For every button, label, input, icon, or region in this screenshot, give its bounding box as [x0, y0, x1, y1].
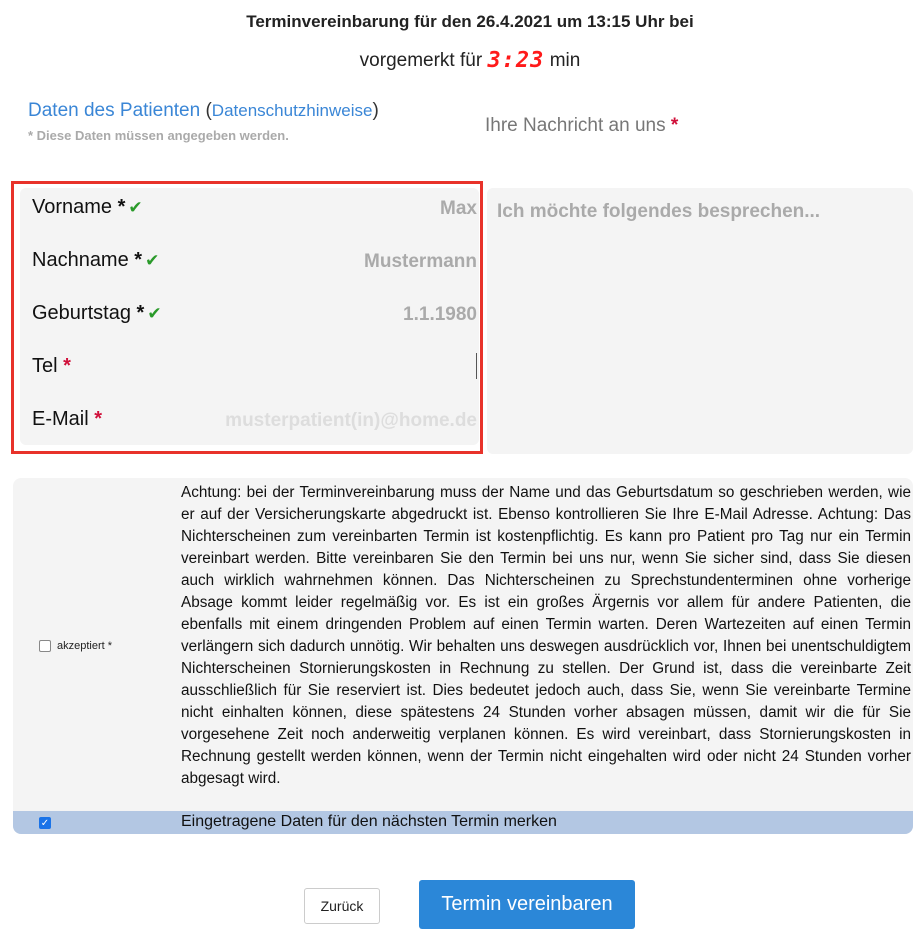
patient-heading-text: Daten des Patienten — [28, 100, 201, 121]
countdown-timer: 3:23 — [487, 48, 545, 73]
accept-terms-checkbox[interactable] — [39, 640, 112, 652]
lastname-label-text: Nachname — [32, 249, 129, 271]
message-textarea[interactable] — [487, 188, 913, 454]
required-marker: * — [117, 196, 126, 218]
lastname-input[interactable]: Mustermann — [364, 251, 477, 272]
birthday-input[interactable]: 1.1.1980 — [403, 304, 477, 325]
terms-section — [13, 478, 913, 834]
birthday-label-text: Geburtstag — [32, 302, 131, 324]
checkbox-icon[interactable] — [39, 640, 51, 652]
check-icon: ✔ — [147, 304, 162, 323]
privacy-link[interactable]: Datenschutzhinweise — [211, 101, 373, 120]
required-marker: * — [134, 249, 143, 271]
reserved-prefix: vorgemerkt für — [359, 50, 483, 71]
check-icon: ✔ — [128, 198, 143, 217]
submit-appointment-button[interactable]: Termin vereinbaren — [419, 880, 635, 929]
reserved-suffix: min — [549, 50, 581, 71]
required-marker: * — [94, 408, 103, 430]
back-button[interactable]: Zurück — [304, 888, 380, 924]
reservation-timer-line — [0, 48, 917, 73]
paren-open: ( — [205, 100, 212, 121]
required-hint: * Diese Daten müssen angegeben werden. — [28, 128, 289, 143]
email-label-text: E-Mail — [32, 408, 89, 430]
required-marker: * — [670, 115, 679, 136]
message-placeholder: Ich möchte folgendes besprechen... — [497, 201, 821, 222]
firstname-input[interactable]: Max — [440, 198, 477, 219]
phone-label-text: Tel — [32, 355, 58, 377]
paren-close: ) — [372, 100, 379, 121]
remember-data-row[interactable] — [13, 811, 913, 834]
patient-data-heading — [28, 100, 379, 122]
check-icon: ✔ — [145, 251, 160, 270]
required-marker: * — [136, 302, 145, 324]
firstname-label-text: Vorname — [32, 196, 113, 218]
terms-text: Achtung: bei der Terminvereinbarung muss der Name und das Geburtsdatum so geschrieben werden, wie er auf der Versicherungskarte abgedruckt ist. Ebenso kontrollieren Sie Ihre E-Mail Adresse. Achtung: Das Nichterscheinen zum vereinbarten Termin ist kostenpflichtig. Es kann pro Patient pro Tag nur ein Termin vereinbart werden. Bitte vereinbaren Sie den Termin bei uns nur, wenn Sie sicher sind, dass Sie diesen auch wirklich wahrnehmen können. Das Nichterscheinen zu Sprechstundenterminen ohne vorherige Absage kommt leider regelmäßig vor. Es ist ein großes Ärgernis vor allem für andere Patienten, die ebenfalls mit einem dringenden Problem auf einen Termin warten. Deren Wartezeiten auf einen Termin verlängern sich dadurch unnötig. Wir behalten uns deswegen ausdrücklich vor, Ihnen bei unentschuldigtem Nichterscheinen Stornierungskosten in Rechnung zu stellen. Der Grund ist, dass die vereinbarte Zeit ausschließlich für Sie reserviert ist. Dies bedeutet jedoch auch, dass Sie, wenn Sie vereinbarte Termine nicht einhalten können, diese spätestens 24 Stunden vorher absagen müssen, damit wir die für Sie vorgesehene Zeit noch anderweitig verplanen können. Es wird vereinbart, dass Stornierungskosten in Rechnung gestellt werden können, wenn der Termin nicht eingehalten wird oder nicht 24 Stunden vorher abgesagt wird. — [181, 484, 911, 787]
accept-label: akzeptiert * — [57, 640, 113, 652]
email-input[interactable]: musterpatient(in)@home.de — [225, 410, 477, 431]
page-title: Terminvereinbarung für den 26.4.2021 um 13:15 Uhr bei — [246, 12, 694, 31]
highlight-frame — [11, 181, 483, 454]
message-label-text: Ihre Nachricht an uns — [485, 115, 666, 136]
message-label — [485, 115, 678, 137]
remember-label: Eingetragene Daten für den nächsten Termin merken — [181, 813, 557, 830]
required-marker: * — [63, 355, 71, 377]
remember-checkbox[interactable]: ✓ — [40, 818, 50, 829]
